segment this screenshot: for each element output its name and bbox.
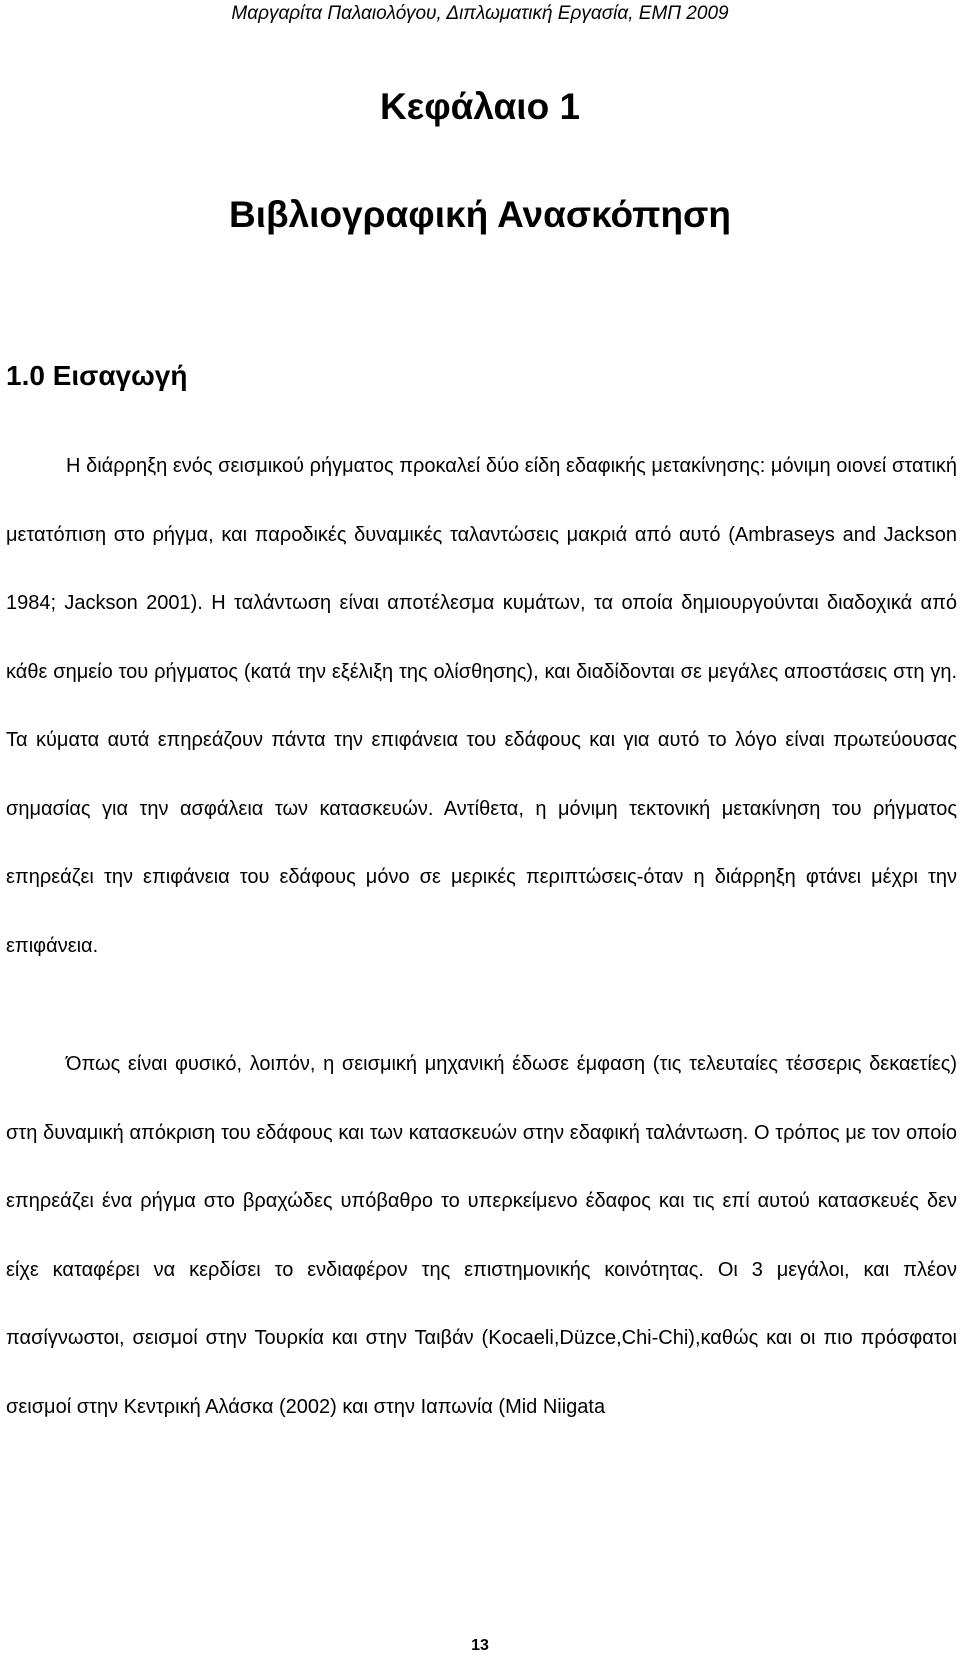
page-number: 13	[471, 1637, 489, 1654]
body-paragraph: Όπως είναι φυσικό, λοιπόν, η σεισμική μηχανική έδωσε έμφαση (τις τελευταίες τέσσερις δεκαετίες) στη δυναμική απόκριση του εδάφους και των κατασκευών στην εδαφική ταλάντωση. Ο τρόπος με τον οποίο επηρεάζει ένα ρήγμα στο βραχώδες υπόβαθρο το υπερκείμενο έδαφος και τις επί αυτού κατασκευές δεν είχε καταφέρει να κερδίσει το ενδιαφέρον της επιστημονικής κοινότητας. Οι 3 μεγάλοι, και πλέον πασίγνωστοι, σεισμοί στην Τουρκία και στην Ταιβάν (Kocaeli,Düzce,Chi-Chi),καθώς και οι πιο πρόσφατοι σεισμοί στην Κεντρική Αλάσκα (2002) και στην Ιαπωνία (Mid Niigata	[6, 1053, 957, 1418]
chapter-subtitle: Βιβλιογραφική Ανασκόπηση	[229, 194, 731, 235]
chapter-title: Κεφάλαιο 1	[379, 86, 581, 127]
section-heading: 1.0 Εισαγωγή	[6, 360, 188, 391]
body-paragraph: Η διάρρηξη ενός σεισμικού ρήγματος προκαλεί δύο είδη εδαφικής μετακίνησης: μόνιμη οιονεί στατική μετατόπιση στο ρήγμα, και παροδικές δυναμικές ταλαντώσεις μακριά από αυτό (Ambraseys and Jackson 1984; Jackson 2001). Η ταλάντωση είναι αποτέλεσμα κυμάτων, τα οποία δημιουργούνται διαδοχικά από κάθε σημείο του ρήγματος (κατά την εξέλιξη της ολίσθησης), και διαδίδονται σε μεγάλες αποστάσεις στη γη. Τα κύματα αυτά επηρεάζουν πάντα την επιφάνεια του εδάφους και για αυτό το λόγο είναι πρωτεύουσας σημασίας για την ασφάλεια των κατασκευών. Αντίθετα, η μόνιμη τεκτονική μετακίνηση του ρήγματος επηρεάζει την επιφάνεια του εδάφους μόνο σε μερικές περιπτώσεις-όταν η διάρρηξη φτάνει μέχρι την επιφάνεια.	[6, 455, 957, 957]
running-header: Μαργαρίτα Παλαιολόγου, Διπλωματική Εργασία, ΕΜΠ 2009	[231, 3, 729, 24]
